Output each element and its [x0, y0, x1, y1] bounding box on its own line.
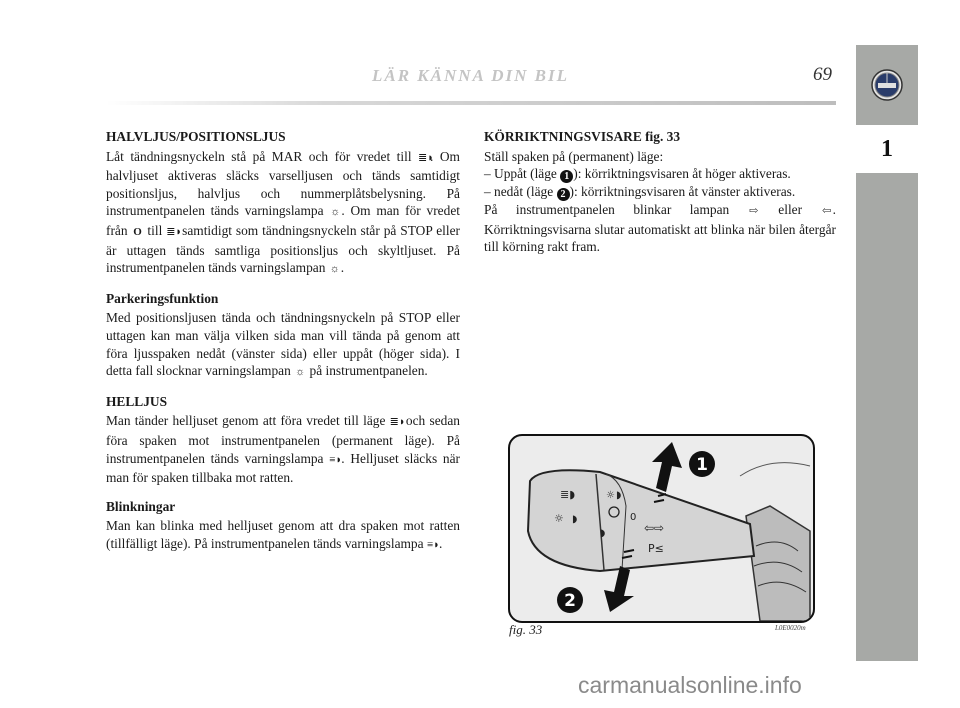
callout-1: 1 — [696, 455, 708, 475]
parking-lights-icon: ☼ — [295, 366, 306, 379]
parking-lights-icon: ☼ — [330, 206, 341, 219]
paragraph-low-beam: Låt tändningsnyckeln stå på MAR och för vredet till ≣◗. Om halvljuset aktiveras släcks varselljusen och tänds samtidigt positionsljus, halvljus och nummerplåtsbelysning. På instrumentpanelen tänds varningslampa ☼. Om man för vredet från O till ≣◗ samtidigt som tändningsnyckeln står på STOP eller är uttagen tänds samtliga positionsljus och skyltljuset. På instrumentpanelen tänds varningslampan ☼. — [106, 148, 460, 279]
low-beam-icon: ≣◗ — [389, 416, 406, 429]
paragraph-flashing: Man kan blinka med helljuset genom att dra spaken mot ratten (tillfälligt läge). På instrumentpanelen tänds varningslampa ≡◗. — [106, 517, 460, 554]
svg-text:◗: ◗ — [572, 514, 578, 525]
paragraph-blink: På instrumentpanelen blinkar lampan ⇨ eller ⇦. Körriktningsvisarna slutar automatiskt att blinka när bilen återgår till körning rakt fram. — [484, 202, 836, 255]
svg-text:≣◗: ≣◗ — [560, 488, 576, 501]
figure-lever — [508, 434, 815, 623]
paragraph-high-beam: Man tänder helljuset genom att föra vredet till läge ≣◗ och sedan föra spaken mot instrumentpanelen (permanent läge). På instrumentpanelen tänds varningslampa ≡◗. Helljuset släcks när man för spaken tillbaka mot ratten. — [106, 413, 460, 486]
paragraph-down: – nedåt (läge 2 ): körriktningsvisaren åt vänster aktiveras. — [484, 184, 796, 201]
right-column — [484, 128, 836, 256]
left-column — [106, 128, 460, 554]
paragraph-up: – Uppåt (läge 1 ): körriktningsvisaren åt höger aktiveras. — [484, 166, 791, 183]
lancia-logo — [870, 68, 904, 102]
heading-flashing: Blinkningar — [106, 498, 176, 514]
svg-text:◗: ◗ — [600, 528, 606, 539]
page-number: 69 — [813, 64, 832, 85]
side-tab-bottom — [856, 173, 918, 661]
turn-left-arrow-icon: ⇦ — [822, 205, 832, 218]
svg-text:⇦⇨: ⇦⇨ — [644, 521, 665, 535]
svg-text:0: 0 — [630, 512, 637, 523]
parking-lights-icon: ☼ — [329, 263, 340, 276]
low-beam-icon: ≣◗ — [166, 225, 183, 238]
svg-text:◗: ◗ — [616, 490, 622, 501]
position-number-2: 2 — [557, 188, 570, 201]
running-header: LÄR KÄNNA DIN BIL — [372, 66, 569, 85]
callout-2: 2 — [564, 591, 576, 611]
o-position-icon: O — [133, 225, 142, 238]
heading-turn-signals: KÖRRIKTNINGSVISARE fig. 33 — [484, 129, 681, 144]
figure-code: L0E0020m — [775, 624, 806, 632]
svg-text:☼: ☼ — [554, 512, 564, 525]
header-rule — [106, 101, 836, 105]
figure-caption: fig. 33 — [509, 622, 543, 637]
heading-low-beam: HALVLJUS/POSITIONSLJUS — [106, 129, 286, 144]
svg-text:☼: ☼ — [606, 490, 615, 501]
footer-watermark: carmanualsonline.info — [578, 672, 802, 698]
heading-parking: Parkeringsfunktion — [106, 290, 219, 306]
lever-illustration — [510, 436, 813, 621]
turn-right-arrow-icon: ⇨ — [749, 205, 759, 218]
svg-text:P≤: P≤ — [648, 542, 664, 555]
high-beam-icon: ≡◗ — [329, 453, 343, 466]
paragraph-set-lever: Ställ spaken på (permanent) läge: — [484, 148, 664, 164]
heading-high-beam: HELLJUS — [106, 393, 168, 409]
high-beam-icon: ≡◗ — [426, 538, 440, 551]
position-number-1: 1 — [560, 170, 573, 183]
chapter-number: 1 — [856, 125, 918, 173]
paragraph-parking: Med positionsljusen tända och tändningsnyckeln på STOP eller uttagen kan man välja vilken sida man vill tända på genom att föra ljusspaken nedåt (vänster sida) eller uppåt (höger sida). I detta fall slocknar varningslampan ☼ på instrumentpanelen. — [106, 309, 460, 381]
low-beam-icon: ≣◗ — [418, 151, 434, 164]
